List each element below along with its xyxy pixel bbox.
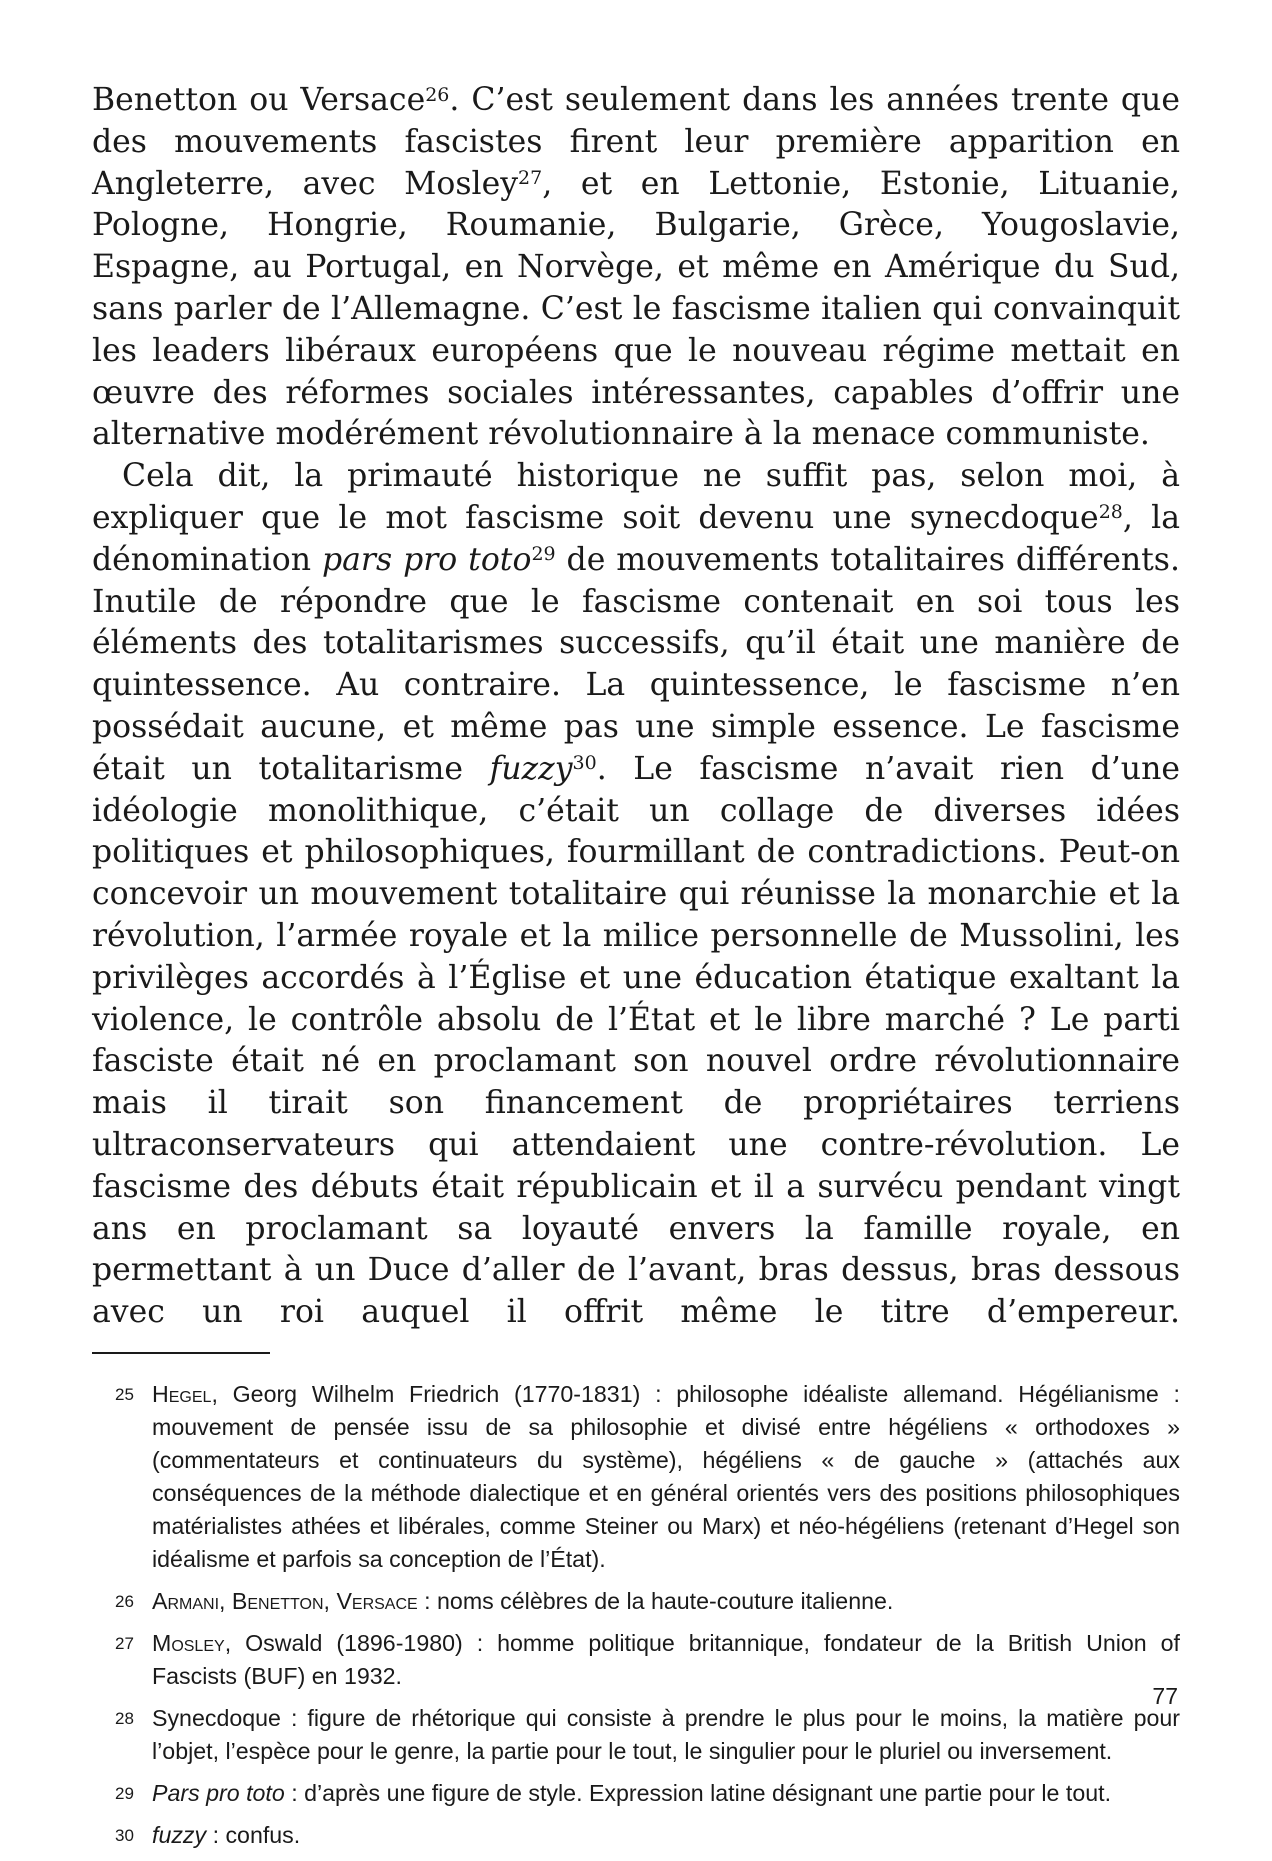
italic-run: fuzzy (489, 750, 573, 787)
paragraph (92, 456, 1180, 1334)
footnote-number: 30 (115, 1825, 134, 1845)
text-run: , (219, 1587, 232, 1614)
footnote-ref[interactable]: 27 (518, 167, 543, 190)
footnote-number: 27 (115, 1633, 134, 1653)
text-run: : d’après une figure de style. Expression latine désignant une partie pour le tout. (284, 1779, 1112, 1806)
footnote-ref[interactable]: 28 (1098, 501, 1123, 524)
footnote-number: 26 (115, 1591, 134, 1611)
footnote-separator (92, 1352, 270, 1354)
author-name: Hegel (152, 1380, 212, 1407)
footnote (92, 1819, 1180, 1852)
text-run: . C’est seulement dans les années trente que des mouvements fascistes firent leur première apparition en Angleterre, avec Mosley (92, 82, 1180, 202)
text-run: : confus. (206, 1821, 301, 1848)
footnote-text (152, 1627, 1180, 1693)
footnote-ref[interactable]: 26 (425, 83, 450, 106)
author-name: Armani (152, 1587, 220, 1614)
footnote-ref[interactable]: 29 (531, 543, 556, 566)
author-name: Versace (336, 1587, 418, 1614)
text-run: . Le fascisme n’avait rien d’une idéologie monolithique, c’était un collage de diverses idées politiques et philosophiques, fourmillant de contradictions. Peut-on concevoir un mouvement totalitaire qui réunisse la monarchie et la révolution, l’armée royale et la milice personnelle de Mussolini, les privilèges accordés à l’Église et une éducation étatique exaltant la violence, le contrôle absolu de l’État et le libre marché ? Le parti fasciste était né en proclamant son nouvel ordre révolutionnaire mais il tirait son financement de propriétaires terriens ultraconservateurs qui attendaient une contre-révolution. Le fascisme des débuts était républicain et il a survécu pendant vingt ans en proclamant sa loyauté envers la famille royale, en permettant à un Duce d’aller de l’avant, bras dessus, bras dessous avec un roi auquel il offrit même le titre d’empereur. (92, 750, 1180, 1331)
text-run: , et en Lettonie, Estonie, Lituanie, Pologne, Hongrie, Roumanie, Bulgarie, Grèce, Yougoslavie, Espagne, au Portugal, en Norvège, et même en Amérique du Sud, sans parler de l’Allemagne. C’est le fascisme italien qui convainquit les leaders libéraux européens que le nouveau régime mettait en œuvre des réformes sociales intéressantes, capables d’offrir une alternative modérément révolutionnaire à la menace communiste. (92, 165, 1180, 453)
italic-run: fuzzy (152, 1821, 207, 1848)
footnote-text (152, 1777, 1180, 1810)
text-run: , (323, 1587, 337, 1614)
author-name: Mosley (152, 1629, 225, 1656)
footnote (92, 1378, 1180, 1576)
footnote (92, 1585, 1180, 1618)
footnote (92, 1627, 1180, 1693)
text-run: , Oswald (1896-1980) : homme politique britannique, fondateur de la British Union of Fascists (BUF) en 1932. (152, 1629, 1180, 1689)
text-run: Benetton ou Versace (92, 82, 426, 118)
main-text (92, 80, 1180, 1334)
footnote-text (152, 1585, 1180, 1618)
text-run: de mouvements totalitaires différents. Inutile de répondre que le fascisme contenait en soi tous les éléments des totalitarismes successifs, qu’il était une manière de quintessence. Au contraire. La quintessence, le fascisme n’en possédait aucune, et même pas une simple essence. Le fascisme était un totalitarisme (92, 541, 1180, 787)
book-page (92, 80, 1180, 1861)
footnote (92, 1777, 1180, 1810)
text-run: , Georg Wilhelm Friedrich (1770-1831) : philosophe idéaliste allemand. Hégélianisme : mouvement de pensée issu de sa philosophie et divisé entre hégéliens « orthodoxes » (commentateurs et continuateurs du système), hégéliens « de gauche » (attachés aux conséquences de la méthode dialectique et en général orientés vers des positions philosophiques matérialistes athées et libérales, comme Steiner ou Marx) et néo-hégéliens (retenant d’Hegel son idéalisme et parfois sa conception de l’État). (152, 1380, 1180, 1572)
text-run: : noms célèbres de la haute-couture italienne. (417, 1587, 894, 1614)
footnote-number: 29 (115, 1783, 134, 1803)
footnote-text (152, 1378, 1180, 1576)
author-name: Benetton (231, 1587, 324, 1614)
text-run: , la dénomination (92, 499, 1180, 578)
footnote-number: 28 (115, 1708, 134, 1728)
paragraph (92, 80, 1180, 456)
text-run: Cela dit, la primauté historique ne suffit pas, selon moi, à expliquer que le mot fascisme soit devenu une synecdoque (92, 458, 1180, 536)
page-number: 77 (1152, 1683, 1178, 1709)
italic-run: pars pro toto (321, 541, 532, 578)
footnotes (92, 1378, 1180, 1852)
footnote-number: 25 (115, 1384, 134, 1404)
footnote-text (152, 1702, 1180, 1768)
footnote (92, 1702, 1180, 1768)
footnote-text (152, 1819, 1180, 1852)
italic-run: Pars pro toto (152, 1779, 285, 1806)
text-run: Synecdoque : figure de rhétorique qui consiste à prendre le plus pour le moins, la matière pour l’objet, l’espèce pour le genre, la partie pour le tout, le singulier pour le pluriel ou inversement. (152, 1704, 1180, 1764)
footnote-ref[interactable]: 30 (572, 752, 597, 775)
